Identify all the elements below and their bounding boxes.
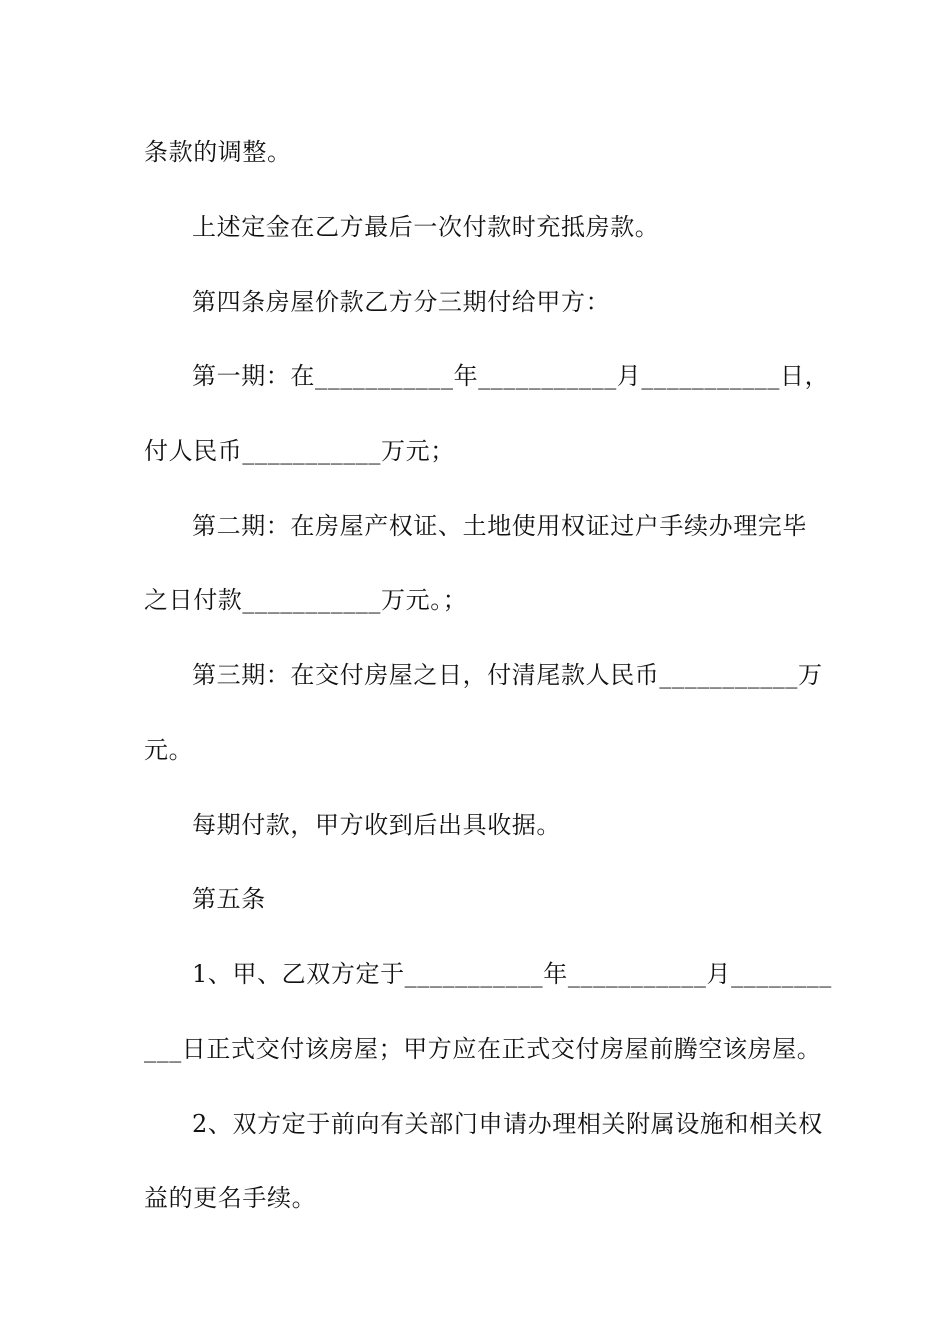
installment-3-line-1: 第三期：在交付房屋之日，付清尾款人民币___________万 [192,661,823,689]
installment-3-line-2: 元。 [144,736,194,764]
installment-2-line-2: 之日付款___________万元。； [144,586,468,614]
installment-2-line-1: 第二期：在房屋产权证、土地使用权证过户手续办理完毕 [192,512,807,540]
paragraph-line-1: 条款的调整。 [144,138,292,166]
article-5-heading: 第五条 [192,885,266,913]
installment-1-line-2: 付人民币___________万元； [144,437,455,465]
article-5-item-1-line-1: 1、甲、乙双方定于___________年___________月________ [192,960,832,988]
paragraph-line-2: 上述定金在乙方最后一次付款时充抵房款。 [192,213,660,241]
receipt-line: 每期付款，甲方收到后出具收据。 [192,811,561,839]
installment-1-line-1: 第一期：在___________年___________月___________日， [192,362,830,390]
article-5-item-1-line-2: ___日正式交付该房屋；甲方应在正式交付房屋前腾空该房屋。 [144,1035,822,1063]
article-4-heading: 第四条房屋价款乙方分三期付给甲方： [192,288,611,316]
article-5-item-2-line-2: 益的更名手续。 [144,1184,317,1212]
article-5-item-2-line-1: 2、双方定于前向有关部门申请办理相关附属设施和相关权 [192,1110,823,1138]
